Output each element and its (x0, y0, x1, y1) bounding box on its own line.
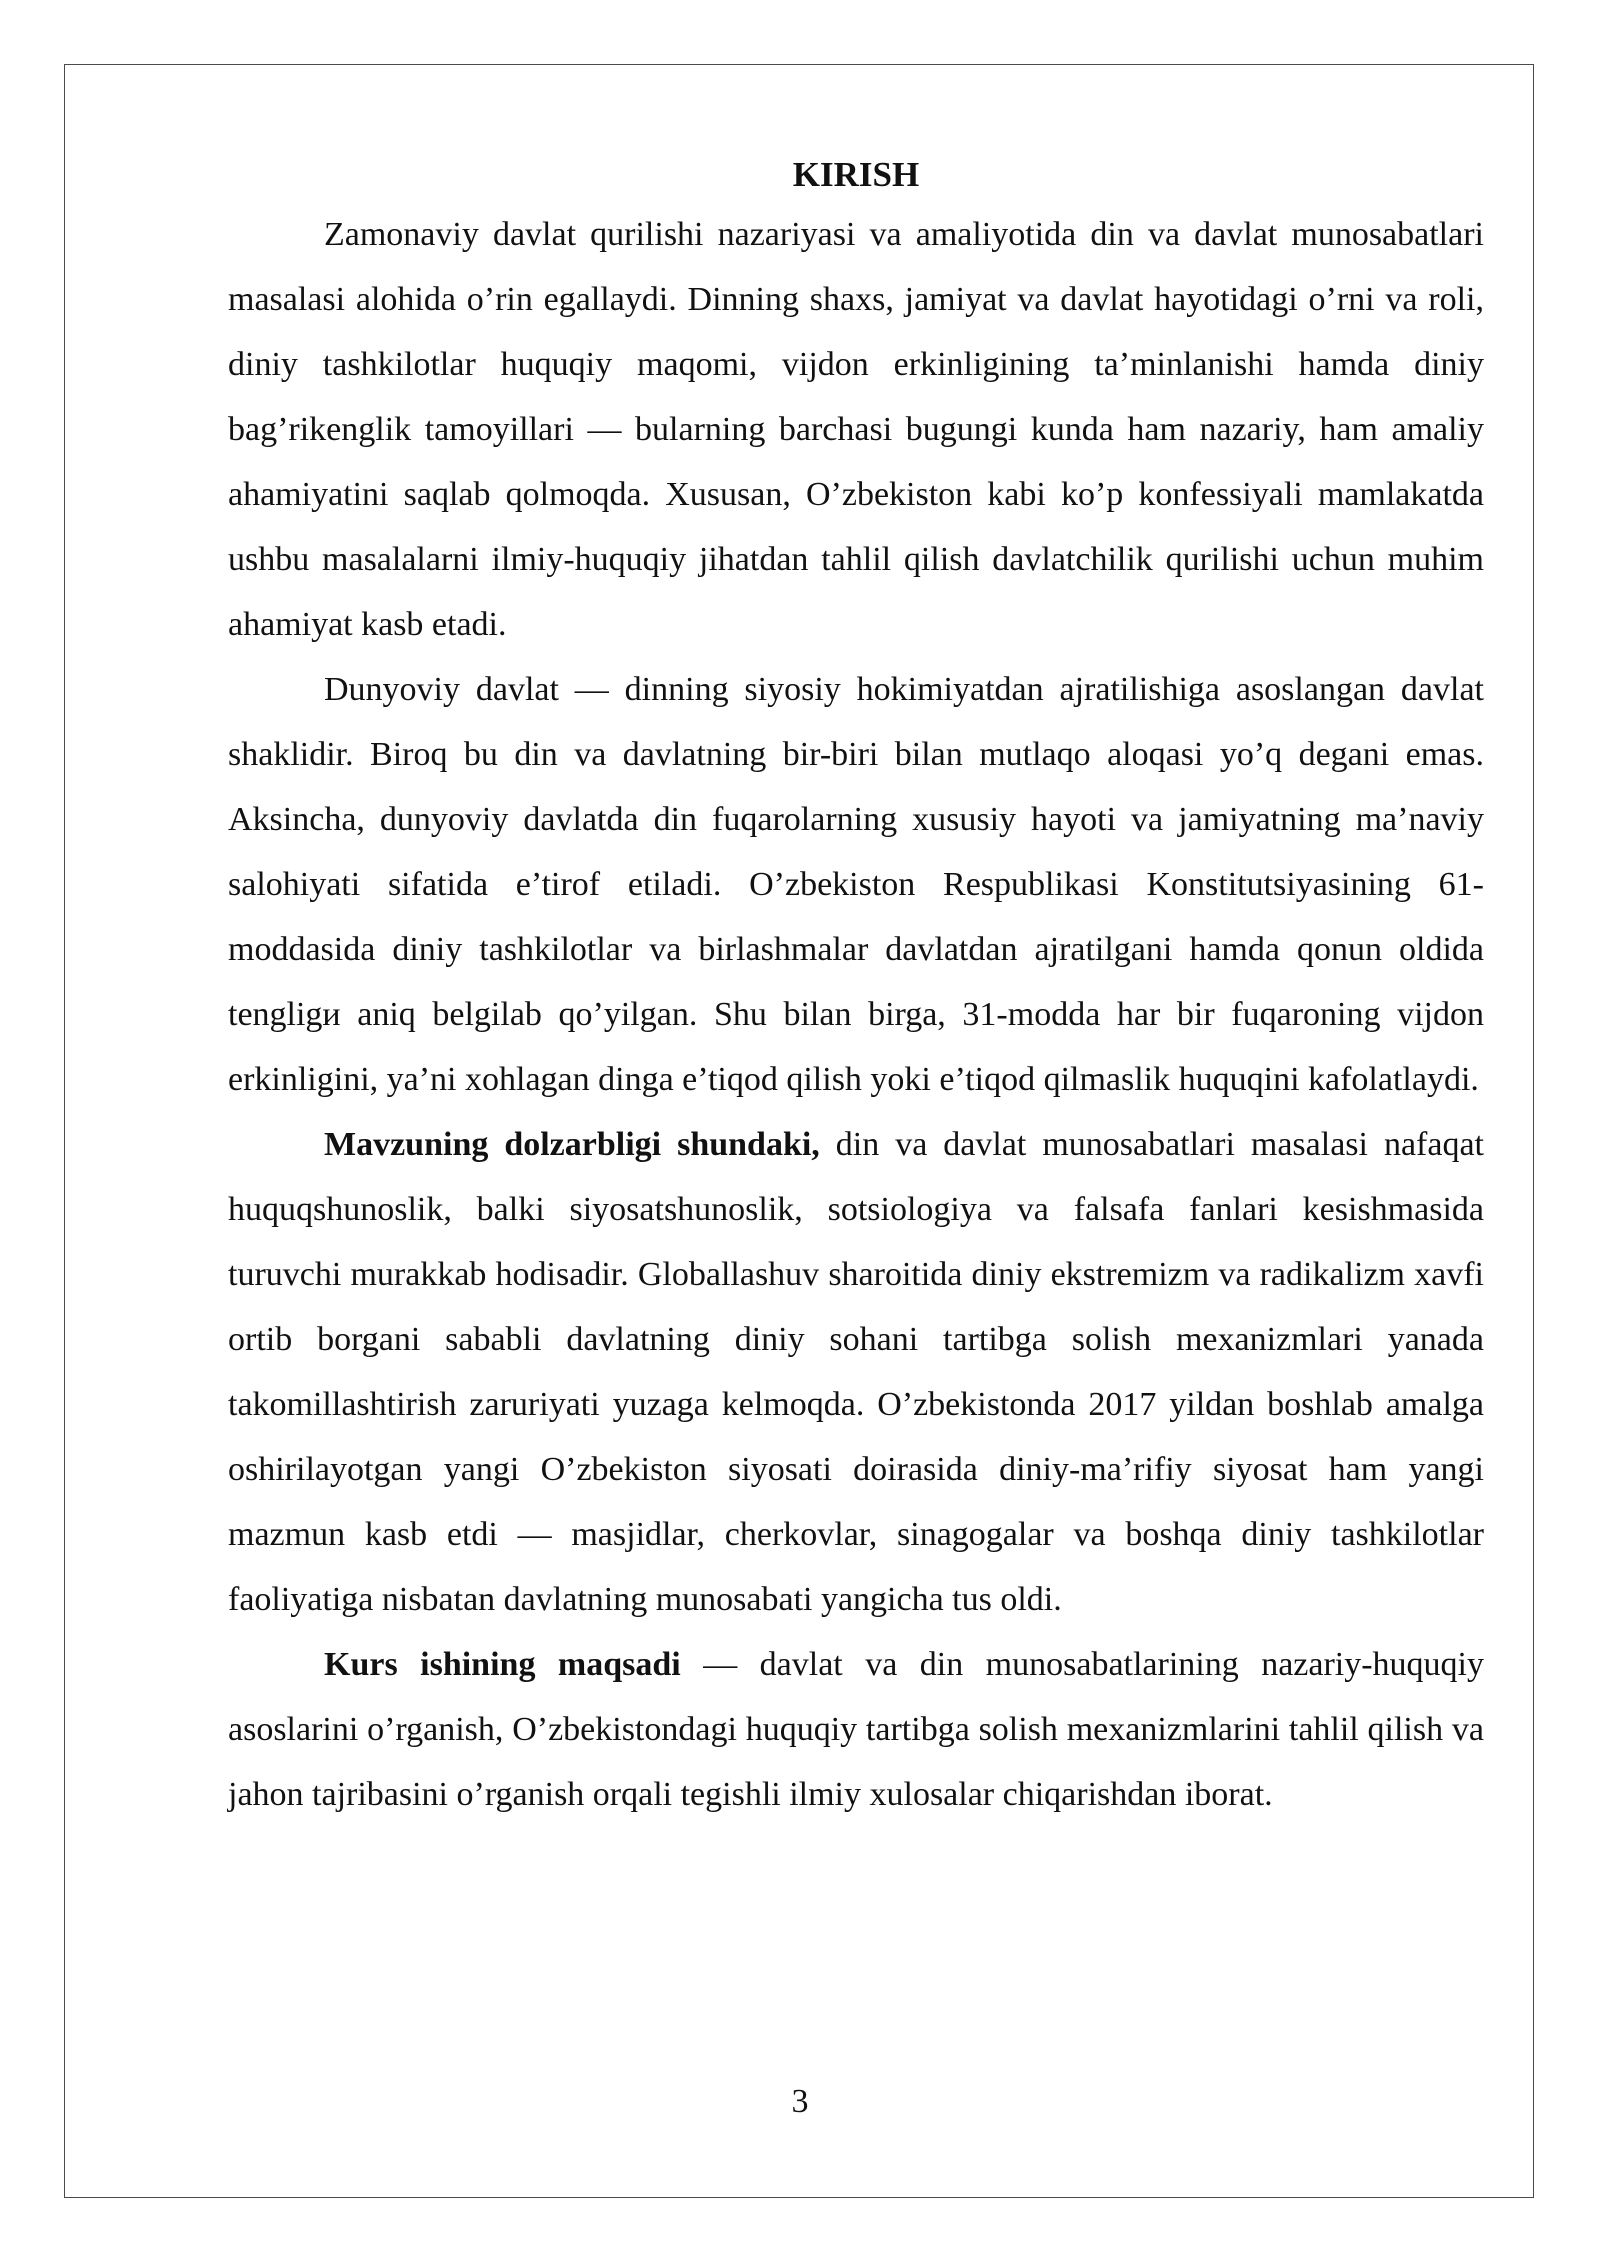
section-title: KIRISH (792, 155, 920, 194)
paragraph-goal-lead: Kurs ishining maqsadi (324, 1646, 681, 1683)
paragraph-1-text: Zamonaviy davlat qurilishi nazariyasi va amaliyotida din va davlat munosabatlari masalasi alohida o’rin egallaydi. Dinning shaxs, jamiyat va davlat hayotidagi o’rni va roli, diniy tashkilotlar huquqiy maqomi, vijdon erkinligining ta’minlanishi hamda diniy bag’rikenglik tamoyillari — bularning barchasi bugungi kunda ham nazariy, ham amaliy ahamiyatini saqlab qolmoqda. Xususan, O’zbekiston kabi ko’p konfessiyali mamlakatda ushbu masalalarni ilmiy-huquqiy jihatdan tahlil qilish davlatchilik qurilishi uchun muhim ahamiyat kasb etadi. (228, 216, 1484, 643)
paragraph-2-text: Dunyoviy davlat — dinning siyosiy hokimiyatdan ajratilishiga asoslangan davlat shaklidir. Biroq bu din va davlatning bir-biri bilan mutlaqo aloqasi yo’q degani emas. Aksincha, dunyoviy davlatda din fuqarolarning xususiy hayoti va jamiyatning ma’naviy salohiyati sifatida e’tirof etiladi. O’zbekiston Respublikasi Konstitutsiyasining 61-moddasida diniy tashkilotlar va birlashmalar davlatdan ajratilgani hamda qonun oldida tengligи aniq belgilab qo’yilgan. Shu bilan birga, 31-modda har bir fuqaroning vijdon erkinligini, ya’ni xohlagan dinga e’tiqod qilish yoki e’tiqod qilmaslik huquqini kafolatlaydi. (228, 671, 1484, 1098)
paragraph-2 (228, 657, 1484, 1112)
paragraph-relevance-text: din va davlat munosabatlari masalasi nafaqat huquqshunoslik, balki siyosatshunoslik, sotsiologiya va falsafa fanlari kesishmasida turuvchi murakkab hodisadir. Globallashuv sharoitida diniy ekstremizm va radikalizm xavfi ortib borgani sababli davlatning diniy sohani tartibga solish mexanizmlari yanada takomillashtirish zaruriyati yuzaga kelmoqda. O’zbekistonda 2017 yildan boshlab amalga oshirilayotgan yangi O’zbekiston siyosati doirasida diniy-ma’rifiy siyosat ham yangi mazmun kasb etdi — masjidlar, cherkovlar, sinagogalar va boshqa diniy tashkilotlar faoliyatiga nisbatan davlatning munosabati yangicha tus oldi. (228, 1126, 1484, 1618)
paragraph-1 (228, 202, 1484, 657)
document-body (228, 150, 1484, 1827)
paragraph-relevance-lead: Mavzuning dolzarbligi shundaki, (324, 1126, 820, 1163)
paragraph-goal (228, 1632, 1484, 1827)
page-number: 3 (791, 2083, 809, 2120)
paragraph-relevance (228, 1112, 1484, 1632)
paragraph-goal-text: — davlat va din munosabatlarining nazariy-huquqiy asoslarini o’rganish, O’zbekistondagi huquqiy tartibga solish mexanizmlarini tahlil qilish va jahon tajribasini o’rganish orqali tegishli ilmiy xulosalar chiqarishdan iborat. (228, 1646, 1485, 1813)
